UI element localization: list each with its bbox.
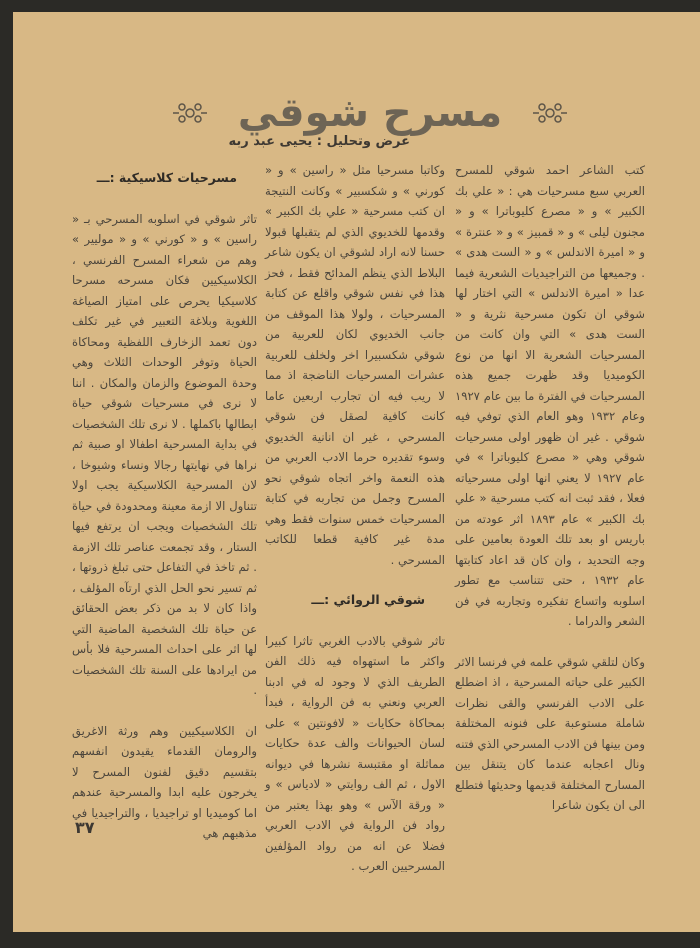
paragraph: تاثر شوقي في اسلوبه المسرحي بـ « راسين » و « كورني » و « موليير » وهم من شعراء المسرح الفرنسي ، الكلاسيكيين فكان مسرحه مسرحا كلاسيكيا يحرص على امتياز الصياغة اللغوية وبلاغة التعبير في غير تكلف دون تعمد الزخارف اللفظية ومحاكاة الحياة وتوفر الوحدات الثلاث وهي وحدة الموضوع والزمان والمكان . اننا لا نرى في مسرحيات شوقي حياة ابطالها باكملها . لا نرى تلك الشخصيات في بداية المسرحية اطفالا او صبية ثم نراها في نهايتها رجالا ونساء وشيوخا ، لان المسرحية الكلاسيكية يجب اولا تتناول الا ازمة معينة ومحدودة في حياة تلك الشخصيات ويجب ان يرتفع فيها الستار ، وقد تجمعت عناصر تلك الازمة . ثم تاخذ في التفاعل حتى تبلغ ذروتها ، ثم تسير نحو الحل الذي ارتآه المؤلف ، واذا كان لا بد من ذكر بعض الحقائق عن حياة تلك الشخصية الماضية التي لها اثر على احداث المسرحية فلا بأس من ايرادها على السنة تلك الشخصيات . xyxy=(72,211,257,697)
arabesque-ornament-icon xyxy=(532,100,568,126)
paragraph: كتب الشاعر احمد شوقي للمسرح العربي سبع مسرحيات هي : « علي بك الكبير » و « مصرع كليوباترا » و « مجنون ليلى » و « قمبيز » و « عنترة » و « اميرة الاندلس » و « الست هدى » . وجميعها من التراجيديات الشعرية فيما عدا « اميرة الاندلس » التي اختار لها شوقي ان تكون مسرحية نثرية و « الست هدى » التي وان كانت من المسرحيات الشعرية الا انها من نوع الكوميديا وقد ظهرت جميع هذه المسرحيات في الفترة ما بين عام ١٩٢٧ وعام ١٩٣٢ وهو العام الذي توفي فيه شوقي . غير ان ظهور اولى مسرحيات شوقي وهي « مصرع كليوباترا » في عام ١٩٢٧ لا يعني انها اولى مسرحياته فعلا ، فقد ثبت انه كتب مسرحية « علي بك الكبير » عام ١٨٩٣ اثر عودته من باريس او بعد تلك العودة بعامين على وجه التحديد ، وان كان قد اعاد كتابتها عام ١٩٣٢ ، حتى تتناسب مع تطور اسلوبه واتساع تفكيره وتجاربه في فن الشعر والدراما . xyxy=(455,163,645,628)
page-number: ٣٧ xyxy=(75,818,95,837)
arabesque-ornament-icon xyxy=(172,100,208,126)
paragraph: ان الكلاسيكيين وهم ورثة الاغريق والرومان القدماء يقيدون انفسهم بتقسيم دقيق لفنون المسرح لا يخرجون عليه ابدا والمسرحية عندهم اما كوميديا او تراجيديا ، والتراجيديا في مذهبهم هي xyxy=(72,723,257,840)
article-column-middle xyxy=(265,160,445,897)
paragraph: وكاتبا مسرحيا مثل « راسين » و « كورني » و شكسبير » وكانت النتيجة ان كتب مسرحية « علي بك الكبير » وقدمها للخديوي الذي لم يتقبلها قبولا حسنا لانه اراد لشوقي ان يكون شاعر البلاط الذي ينظم المدائح فقط ، فحز هذا في نفس شوقي واقلع عن كتابة المسرحيات ، ولولا هذا الموقف من جانب الخديوي لكان للعربية من شوقي شكسبيرا اخر ولخلف للعربية عشرات المسرحيات الناضجة اذ مما لا ريب فيه ان تجارب اربعين عاما كانت كافية لصقل فن شوقي المسرحي ، غير ان انانية الخديوي وسوء تقديره حرما الادب العربي من هذه النعمة واخر اتجاه شوقي نحو المسرح وجمل من تجاربه في كتابة المسرحيات خمس سنوات فقط وهي مدة غير كافية قطعا للكاتب المسرحي . xyxy=(265,163,445,567)
author-byline: عرض وتحليل : يحيى عبد ربه xyxy=(228,134,410,149)
article-column-right xyxy=(455,160,645,836)
page-title: مسرح شوقي xyxy=(237,89,503,136)
article-column-left xyxy=(72,168,257,864)
paragraph: تاثر شوقي بالادب الغربي تاثرا كبيرا واكثر ما استهواه فيه ذلك الفن الطريف الذي لا وجود له في ادبنا العربي ونعني به فن الرواية ، فبدأ بمحاكاة حكايات « لافونتين » على لسان الحيوانات والف عدة حكايات مماثلة او مقتبسة نشرها في ديوانه الاول ، ثم الف روايتي « لادياس » و « ورقة الآس » وهو بهذا يعتبر من رواد فن الرواية في الادب العربي فضلا عن انه من رواد المؤلفين المسرحيين العرب . xyxy=(265,633,445,873)
title-row xyxy=(170,85,570,140)
paragraph: وكان لتلقي شوقي علمه في فرنسا الاثر الكبير على حياته المسرحية ، اذ اضطلع على الادب الفرنسي والقى نظرات شاملة مستوعبة على فنونه المختلفة ومن بينها فن الادب المسرحي الذي فتنه ونال اعجابه عندما كان يتنقل بين المسارح المختلفة قديمها وحديثها فتطلع الى ان يكون شاعرا xyxy=(455,654,645,812)
section-heading: مسرحيات كلاسيكية :ـــ xyxy=(96,170,237,185)
section-heading: شوقي الروائي :ـــ xyxy=(311,592,425,607)
